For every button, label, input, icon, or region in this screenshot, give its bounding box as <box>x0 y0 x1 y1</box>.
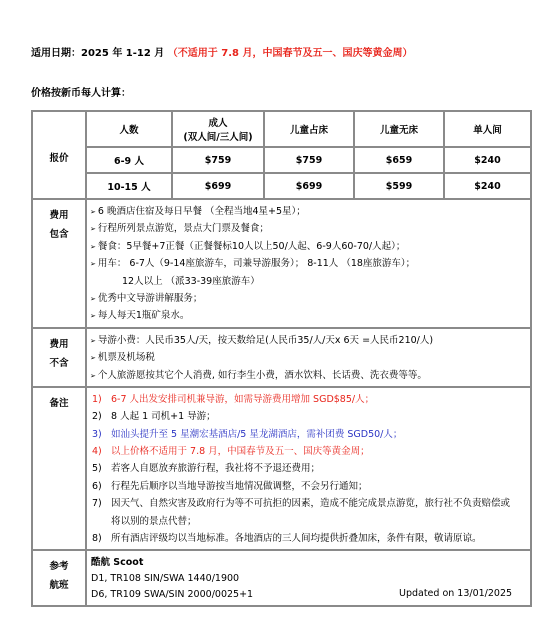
list-item: ➢ 6 晚酒店住宿及每日早餐 （全程当地4星+5星）； <box>90 206 306 217</box>
remark-item: 7) 因天气、自然灾害及政府行为等不可抗拒的因素，造成不能完成景点游览，旅行社不负责赔偿或 <box>92 498 511 510</box>
header-adult-room: (双人间/三人间) <box>183 132 253 143</box>
remark-item: 1) 6-7 人出发安排司机兼导游，如需导游费用增加 SGD$85/人； <box>92 393 375 405</box>
updated-date: Updated on 13/01/2025 <box>399 588 513 599</box>
remark-item: 5) 若客人自愿放弃旅游行程，我社将不予退还费用； <box>92 463 321 475</box>
pricing-note: 价格按新币每人计算： <box>31 88 131 99</box>
remark-item: 2) 8 人起 1 司机+1 导游； <box>92 411 216 423</box>
includes-list <box>86 199 531 328</box>
row-single-price: $240 <box>444 147 531 173</box>
remark-item: 3) 如汕头提升至 5 星潮宏基酒店/5 星龙湖酒店，需补团费 SGD50/人； <box>92 428 403 440</box>
flights-label <box>32 550 86 606</box>
arrow-icon: ➢ <box>90 354 96 363</box>
includes-label-line1: 费用 <box>49 210 69 221</box>
applicable-dates <box>31 44 551 59</box>
price-header-row <box>32 111 531 147</box>
list-item: ➢ 餐食：5早餐+7正餐（正餐餐标10人以上50/人起、6-9人60-70/人起）； <box>90 240 406 252</box>
row-child-nobed-price: $599 <box>354 173 444 199</box>
excludes-label-line2: 不含 <box>49 357 69 369</box>
remark-item: 6) 行程先后顺序以当地导游按当地情况做调整，不会另行通知； <box>92 480 368 492</box>
header-single: 单人间 <box>444 111 531 147</box>
list-item: ➢ 导游小费：人民币35人/天，按天数给足(人民币35/人/天x 6天 =人民币210/人) <box>90 334 434 346</box>
arrow-icon: ➢ <box>90 208 96 216</box>
list-item: ➢ 用车： 6-7人（9-14座旅游车，司兼导游服务）； 8-11人 （18座旅游车）； <box>90 258 416 270</box>
list-item: ➢ 机票及机场税 <box>90 352 155 364</box>
header-group-size: 人数 <box>86 111 172 147</box>
header-child-bed: 儿童占床 <box>264 111 354 147</box>
includes-label <box>32 199 86 328</box>
list-item-continued: 12人以上 （派33-39座旅游车） <box>122 275 260 287</box>
remark-item: 4) 以上价格不适用于 7.8 月，中国春节及五一、国庆等黄金周； <box>92 446 370 458</box>
arrow-icon: ➢ <box>90 371 96 380</box>
excludes-list <box>86 328 531 387</box>
list-item: ➢ 优秀中文导游讲解服务； <box>90 292 203 304</box>
airline-name: 酷航 Scoot <box>91 557 144 569</box>
excludes-label <box>32 328 86 387</box>
excludes-label-line1: 费用 <box>49 338 69 350</box>
arrow-icon: ➢ <box>90 336 96 345</box>
arrow-icon: ➢ <box>90 242 96 251</box>
header-adult <box>172 111 264 147</box>
remark-item-continued: 将以别的景点代替； <box>111 515 197 527</box>
row-group-size: 10-15 人 <box>86 173 172 199</box>
arrow-icon: ➢ <box>90 225 96 234</box>
remarks-row <box>32 387 531 551</box>
tour-price-table <box>31 110 532 607</box>
row-single-price: $240 <box>444 173 531 199</box>
row-adult-price: $699 <box>172 173 264 199</box>
row-child-nobed-price: $659 <box>354 147 444 173</box>
header-child-nobed: 儿童无床 <box>354 111 444 147</box>
includes-label-line2: 包含 <box>49 229 69 240</box>
row-adult-price: $759 <box>172 147 264 173</box>
flight-line: D1, TR108 SIN/SWA 1440/1900 <box>91 573 240 585</box>
flights-label-line1: 参考 <box>49 561 69 573</box>
price-row <box>32 147 531 173</box>
list-item: ➢ 每人每天1瓶矿泉水。 <box>90 310 190 322</box>
header-adult-title: 成人 <box>208 118 228 129</box>
excludes-row <box>32 328 531 387</box>
flight-line: D6, TR109 SWA/SIN 2000/0025+1 <box>91 589 254 601</box>
row-child-bed-price: $759 <box>264 147 354 173</box>
header-quote: 报价 <box>32 111 86 199</box>
list-item: ➢ 行程所列景点游览，景点大门票及餐食； <box>90 223 269 235</box>
flights-label-line2: 航班 <box>49 580 69 592</box>
remark-item: 8) 所有酒店评级均以当地标准。各地酒店的三人间均提供折叠加床，条件有限，敬请原谅。 <box>92 533 482 545</box>
applicable-dates-prefix: 适用日期：2025 年 1-12 月 <box>31 48 165 59</box>
remarks-label: 备注 <box>32 387 86 551</box>
remarks-list <box>86 387 531 551</box>
price-row <box>32 173 531 199</box>
arrow-icon: ➢ <box>90 260 96 269</box>
row-child-bed-price: $699 <box>264 173 354 199</box>
arrow-icon: ➢ <box>90 294 96 303</box>
includes-row <box>32 199 531 328</box>
applicable-dates-exclusion: （不适用于 7.8 月，中国春节及五一、国庆等黄金周） <box>167 48 413 59</box>
list-item: ➢ 个人旅游愿按其它个人消费, 如行李生小费，酒水饮料、长话费、洗衣费等等。 <box>90 369 427 381</box>
row-group-size: 6-9 人 <box>86 147 172 173</box>
arrow-icon: ➢ <box>90 312 96 321</box>
